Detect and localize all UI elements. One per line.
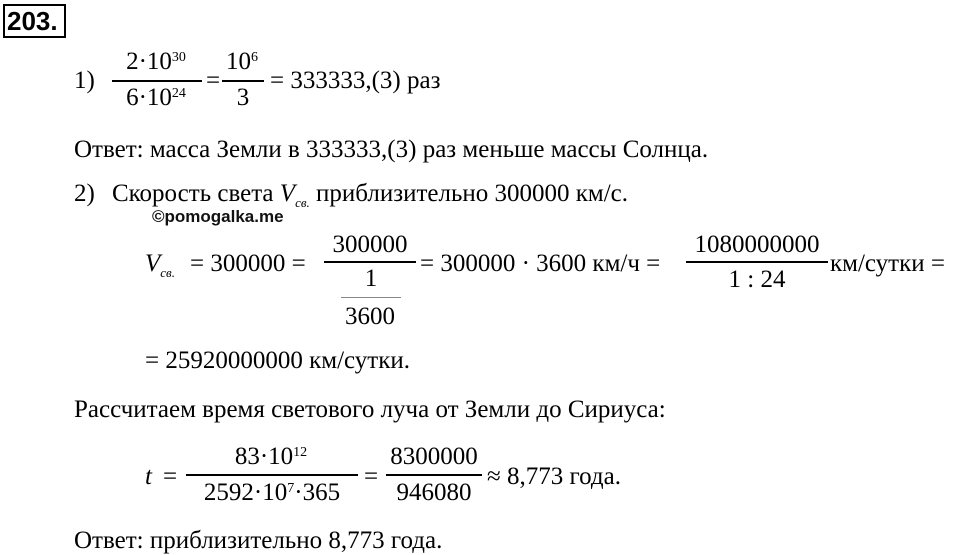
part1-frac1-num-base: 2·10	[126, 48, 172, 75]
part1-label: 1)	[74, 67, 95, 94]
eq1-frac-a-den-den: 3600	[345, 303, 395, 330]
eqt-bar	[186, 474, 358, 476]
part2-v-symbol: V	[279, 180, 296, 207]
eq1-frac-b-denominator: 1 : 24	[728, 266, 786, 293]
part1-frac1-numerator	[112, 48, 200, 76]
eqt-t: t	[145, 463, 152, 490]
eqt-numerator	[186, 443, 356, 471]
part1-frac1-den-exp: 24	[171, 86, 186, 101]
part1-frac2-bar	[222, 80, 264, 82]
eqt-den-part1: 2592·10	[203, 479, 288, 506]
eq1-frac-b-bar	[686, 261, 828, 263]
part2-v-sub: св.	[295, 195, 310, 210]
eq1-frac-a-inner-bar	[341, 297, 401, 298]
eq1-tail: км/сутки =	[830, 250, 945, 277]
eq2-line: = 25920000000 км/сутки.	[145, 347, 410, 374]
watermark: ©pomogalka.me	[152, 207, 284, 226]
eq1-frac-a-den-num: 1	[364, 265, 378, 292]
answer2: Ответ: приблизительно 8,773 года.	[74, 527, 443, 554]
part1-frac2-num-exp: 6	[251, 50, 258, 65]
eq1-lhs: = 300000 =	[190, 250, 306, 277]
eqt-num-exp: 12	[293, 445, 308, 460]
eqt-den-part2: ·365	[294, 479, 341, 506]
eq1-v-symbol: V	[145, 250, 161, 277]
eqt-frac2-numerator: 8300000	[390, 443, 478, 470]
part1-result: = 333333,(3) раз	[270, 67, 441, 94]
part1-frac1-bar	[112, 80, 202, 82]
part1-frac1-den-base: 6·10	[126, 84, 172, 111]
eq1-mid: = 300000 · 3600 км/ч =	[420, 250, 661, 277]
eq1-frac-b-numerator: 1080000000	[694, 231, 820, 258]
problem-number: 203.	[3, 4, 66, 38]
part1-frac2-denominator: 3	[236, 84, 250, 111]
part2-text-before: Скорость света	[112, 180, 274, 207]
eq1-v	[145, 250, 175, 281]
part1-frac2-numerator	[222, 48, 262, 76]
eqt-result: ≈ 8,773 года.	[487, 463, 621, 490]
part2-text-after: приблизительно 300000 км/с.	[315, 180, 628, 207]
eq1-frac-a-bar	[324, 261, 416, 263]
eqt-eq: =	[163, 463, 178, 490]
part1-frac1-num-exp: 30	[171, 50, 186, 65]
sentence-sirius: Рассчитаем время светового луча от Земли до Сириуса:	[74, 396, 666, 423]
part1-frac1-denominator	[112, 84, 200, 112]
part2-label: 2)	[74, 180, 95, 207]
answer1: Ответ: масса Земли в 333333,(3) раз меньше массы Солнца.	[74, 136, 709, 163]
eq1-frac-a-numerator: 300000	[332, 231, 408, 258]
eqt-frac2-bar	[386, 474, 482, 476]
part1-frac2-num-base: 10	[226, 48, 251, 75]
eqt-frac2-denominator: 946080	[396, 479, 472, 506]
eqt-denominator	[186, 479, 358, 507]
eqt-eq2: =	[364, 463, 379, 490]
eqt-num-base: 83·10	[234, 443, 294, 470]
eqt-den-exp: 7	[287, 481, 295, 496]
eq1-v-sub: св.	[160, 265, 175, 280]
part1-eq1: =	[206, 67, 221, 94]
